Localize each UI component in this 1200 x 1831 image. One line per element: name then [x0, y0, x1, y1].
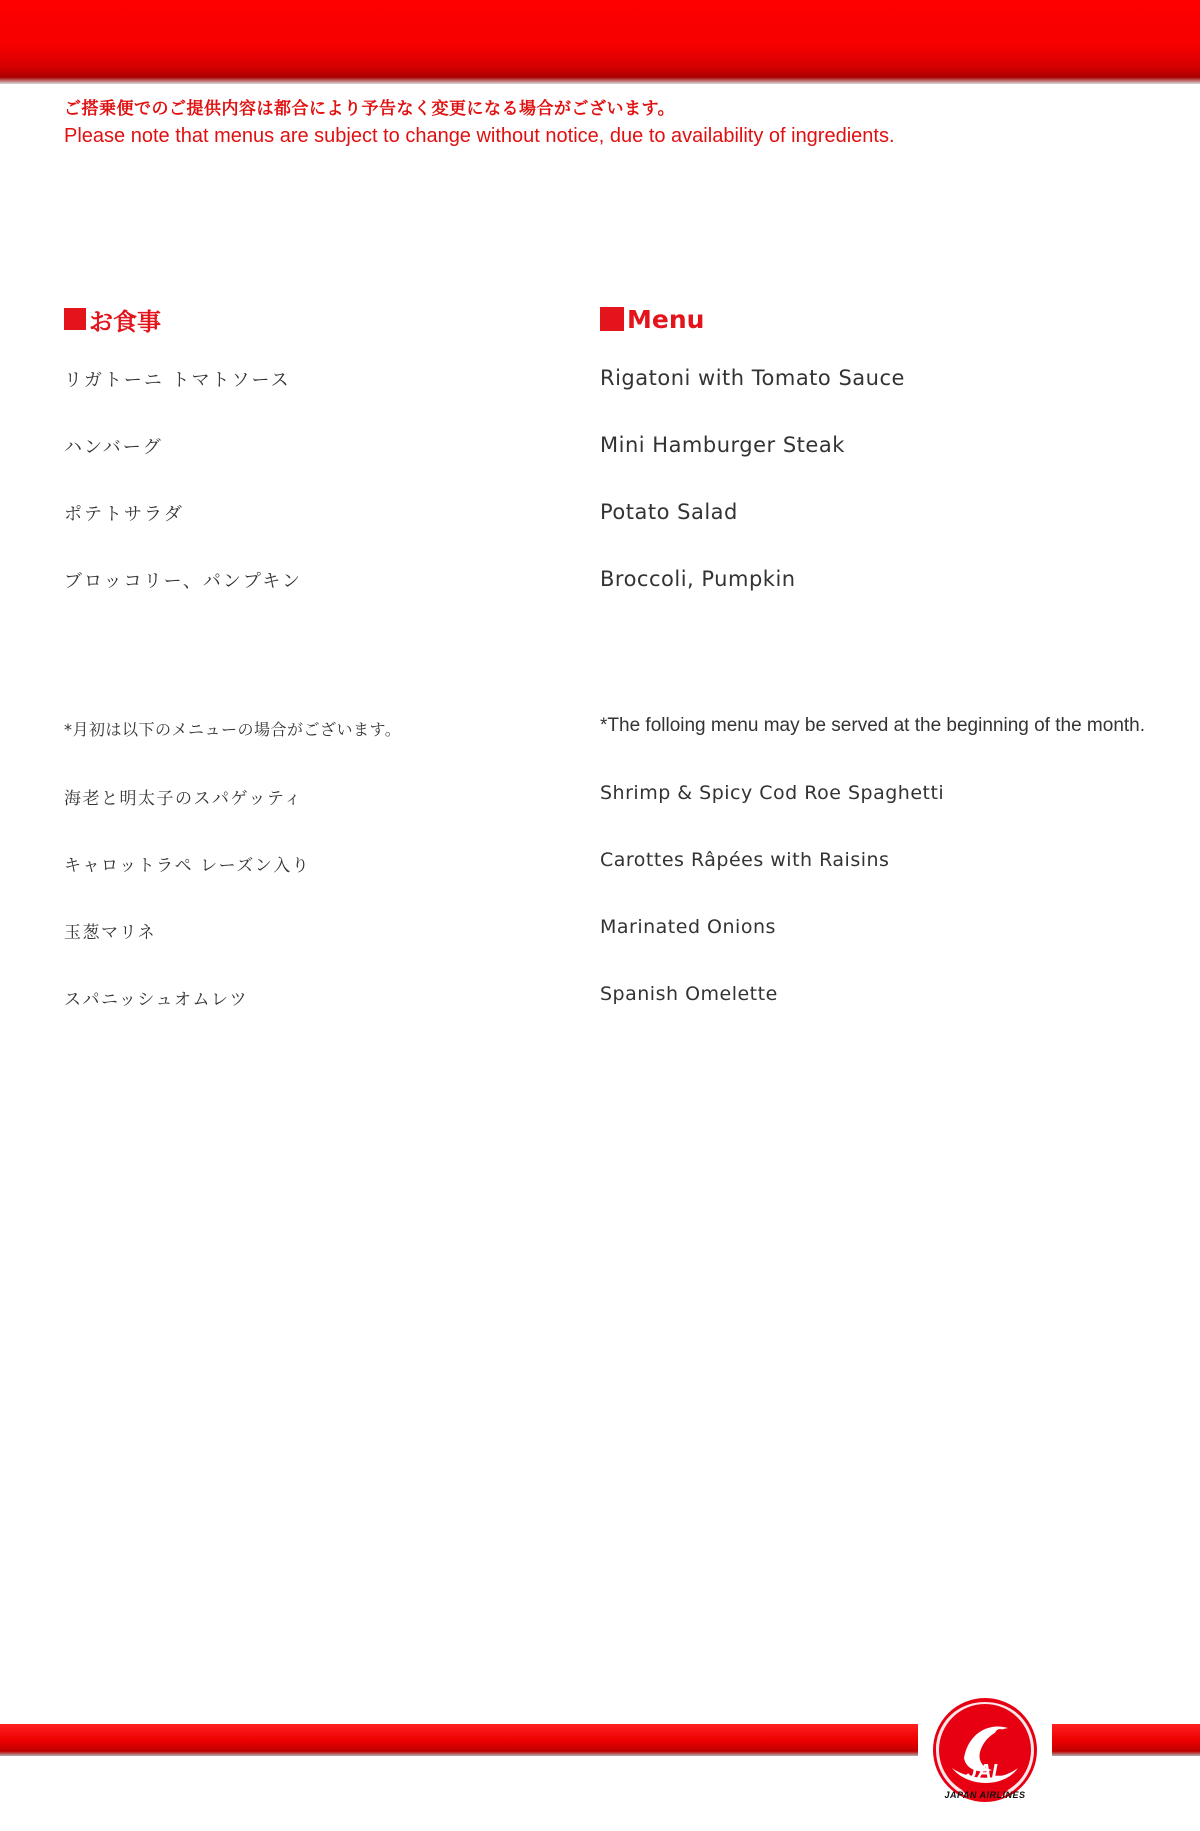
top-red-band — [0, 0, 1200, 84]
english-menu-column — [600, 300, 1200, 1005]
logo-caption: JAPAN AIRLINES — [944, 1790, 1026, 1800]
alt-menu-note-en: *The folloing menu may be served at the beginning of the month. — [600, 715, 1146, 736]
alt-menu-item-jp: 玉葱マリネ — [64, 923, 157, 943]
notice-en: Please note that menus are subject to change without notice, due to availability of ingredients. — [64, 125, 895, 147]
menu-item-jp: リガトーニ トマトソース — [64, 370, 291, 391]
menu-item-jp: ハンバーグ — [64, 437, 163, 458]
section-title-jp: お食事 — [64, 300, 584, 338]
alt-menu-item-en: Shrimp & Spicy Cod Roe Spaghetti — [600, 782, 945, 804]
red-square-bullet-icon — [600, 307, 624, 331]
bottom-red-band-left — [0, 1724, 918, 1756]
section-title-en: Menu — [600, 300, 1200, 338]
bottom-red-band-right — [1052, 1724, 1200, 1756]
tsurumaru-crane-icon — [933, 1698, 1037, 1802]
jal-logo — [922, 1688, 1048, 1828]
alt-menu-item-jp: 海老と明太子のスパゲッティ — [64, 789, 303, 809]
menu-item-en: Broccoli, Pumpkin — [600, 567, 796, 591]
notice-jp: ご搭乗便でのご提供内容は都合により予告なく変更になる場合がございます。 — [64, 99, 676, 119]
menu-item-en: Potato Salad — [600, 500, 738, 524]
menu-item-jp: ブロッコリー、パンプキン — [64, 571, 303, 592]
menu-item-jp: ポテトサラダ — [64, 504, 184, 525]
alt-menu-item-en: Marinated Onions — [600, 916, 776, 938]
menu-item-en: Rigatoni with Tomato Sauce — [600, 366, 905, 390]
menu-item-en: Mini Hamburger Steak — [600, 433, 845, 457]
menu-change-notice — [64, 96, 895, 150]
jal-wordmark: JAL — [966, 1761, 1004, 1783]
red-square-bullet-icon — [64, 308, 86, 330]
alt-menu-note-jp: *月初は以下のメニューの場合がございます。 — [64, 720, 402, 739]
japanese-menu-column — [64, 300, 584, 1010]
alt-menu-item-jp: スパニッシュオムレツ — [64, 990, 248, 1010]
alt-menu-item-en: Carottes Râpées with Raisins — [600, 849, 890, 871]
alt-menu-item-en: Spanish Omelette — [600, 983, 778, 1005]
alt-menu-item-jp: キャロットラペ レーズン入り — [64, 856, 311, 876]
